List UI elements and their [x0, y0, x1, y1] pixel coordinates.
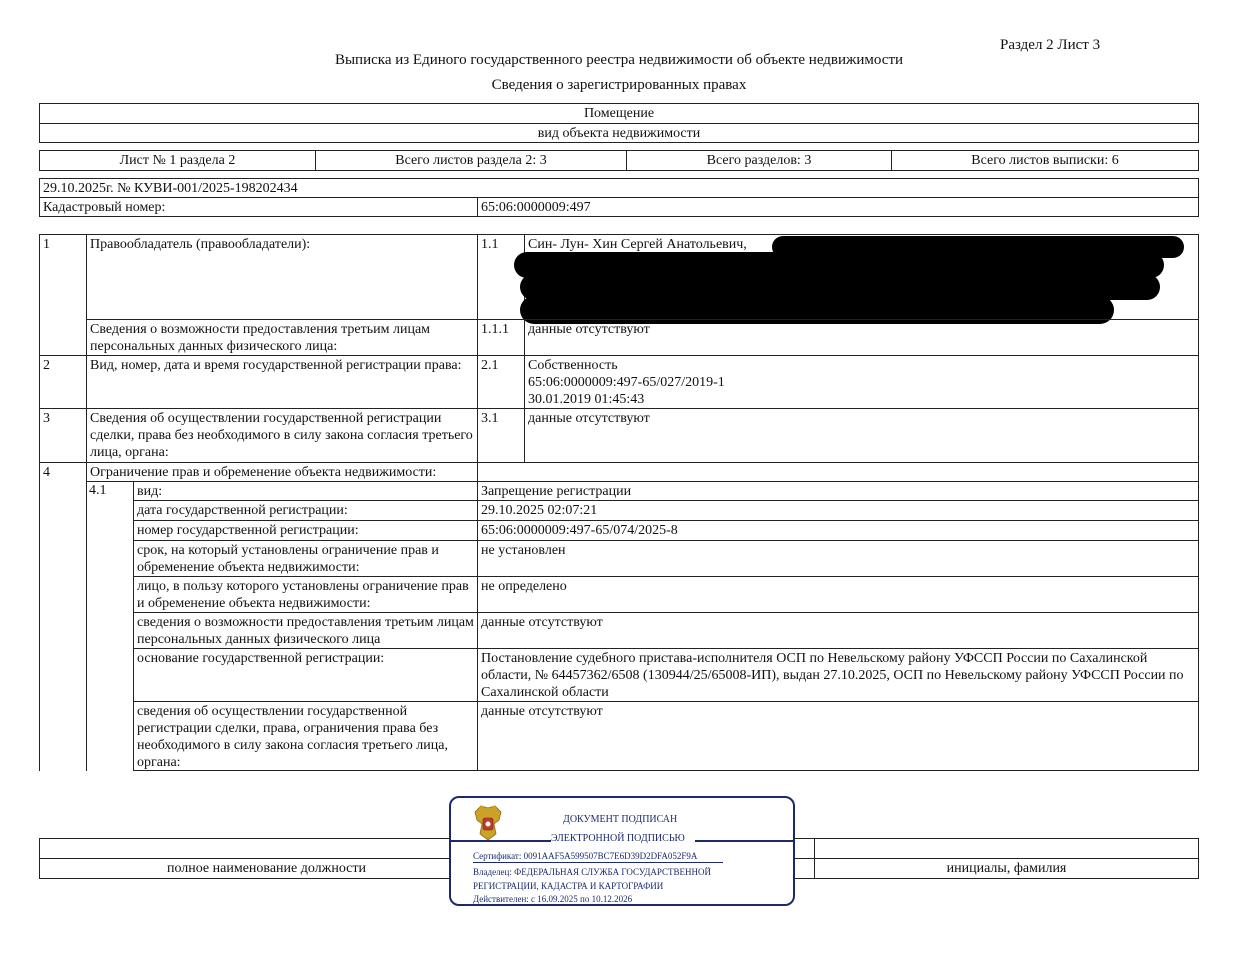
enc-label-date: дата государственной регистрации:: [133, 500, 478, 521]
enc-label-personal-data: сведения о возможности предоставления третьим лицам персональных данных физического лица: [133, 612, 478, 649]
enc-value-personal-data: данные отсутствуют: [477, 612, 1199, 649]
sheet-number: Лист № 1 раздела 2: [39, 150, 316, 171]
enc-label-beneficiary: лицо, в пользу которого установлены ограничение прав и обременение объекта недвижимости:: [133, 576, 478, 613]
stamp-underline: [695, 840, 795, 842]
total-sheets-section: Всего листов раздела 2: 3: [315, 150, 627, 171]
cadastral-label: Кадастровый номер:: [39, 197, 478, 217]
cadastral-value: 65:06:0000009:497: [477, 197, 1199, 217]
footer-name-caption: инициалы, фамилия: [814, 858, 1199, 879]
enc-value-term: не установлен: [477, 540, 1199, 577]
row2-reg-date: 30.01.2019 01:45:43: [528, 392, 645, 407]
row1-value: Син- Лун- Хин Сергей Анатольевич,: [524, 234, 1199, 320]
stamp-cert-underline: [473, 862, 723, 863]
row111-value: данные отсутствуют: [524, 319, 1199, 356]
total-sheets-extract: Всего листов выписки: 6: [891, 150, 1199, 171]
row2-right-type: Собственность: [528, 358, 618, 373]
row4-num: 4: [43, 465, 50, 480]
footer-position-caption: полное наименование должности: [39, 858, 494, 879]
enc-value-kind: Запрещение регистрации: [477, 481, 1199, 501]
enc-label-consent: сведения об осуществлении государственной регистрации сделки, права, ограничения права без необходимого в силу закона согласия третьего лица, органа:: [133, 701, 478, 771]
row3-sub: 3.1: [477, 408, 525, 463]
row3-num: 3: [39, 408, 87, 463]
row4-num-col: [39, 462, 87, 771]
enc-value-number: 65:06:0000009:497-65/074/2025-8: [477, 520, 1199, 541]
object-name: Помещение: [39, 103, 1199, 124]
stamp-owner-2: РЕГИСТРАЦИИ, КАДАСТРА И КАРТОГРАФИИ: [473, 881, 664, 891]
enc-value-date: 29.10.2025 02:07:21: [477, 500, 1199, 521]
footer-divider: [814, 838, 815, 859]
enc-value-beneficiary: не определено: [477, 576, 1199, 613]
row111-sub: 1.1.1: [477, 319, 525, 356]
enc-label-basis: основание государственной регистрации:: [133, 648, 478, 702]
stamp-line-2: ЭЛЕКТРОННОЙ ПОДПИСЬЮ: [551, 833, 685, 844]
row1-num: 1: [39, 234, 87, 356]
row4-sub-col: [86, 481, 134, 771]
row111-label: Сведения о возможности предоставления третьим лицам персональных данных физического лица:: [86, 319, 478, 356]
row2-label: Вид, номер, дата и время государственной регистрации права:: [86, 355, 478, 409]
row2-value: [524, 355, 1199, 409]
russian-emblem-icon: [471, 804, 505, 842]
row1-label: Правообладатель (правообладатели):: [86, 234, 478, 320]
row3-label: Сведения об осуществлении государственной регистрации сделки, права без необходимого в силу закона согласия третьего лица, органа:: [86, 408, 478, 463]
electronic-signature-stamp: [449, 796, 795, 906]
section-sheet: Раздел 2 Лист 3: [1000, 37, 1101, 53]
total-sections: Всего разделов: 3: [626, 150, 892, 171]
stamp-validity: Действителен: с 16.09.2025 по 10.12.2026: [473, 894, 633, 904]
row4-value: [477, 462, 1199, 482]
stamp-certificate: Сертификат: 0091AAF5A599507BC7E6D39D2DFA052F9A: [473, 851, 698, 861]
stamp-owner-1: Владелец: ФЕДЕРАЛЬНАЯ СЛУЖБА ГОСУДАРСТВЕННОЙ: [473, 867, 712, 877]
row4-label: Ограничение прав и обременение объекта недвижимости:: [86, 462, 478, 482]
object-kind-caption: вид объекта недвижимости: [39, 123, 1199, 143]
row1-sub: 1.1: [477, 234, 525, 320]
enc-label-number: номер государственной регистрации:: [133, 520, 478, 541]
stamp-line-1: ДОКУМЕНТ ПОДПИСАН: [563, 814, 678, 825]
row4-sub: 4.1: [89, 483, 107, 498]
row2-reg-number: 65:06:0000009:497-65/027/2019-1: [528, 375, 725, 390]
enc-label-kind: вид:: [133, 481, 478, 501]
row2-num: 2: [39, 355, 87, 409]
extract-number: 29.10.2025г. № КУВИ-001/2025-198202434: [39, 178, 1199, 198]
page-subtitle: Сведения о зарегистрированных правах: [491, 77, 747, 93]
stamp-underline: [451, 840, 551, 842]
row2-sub: 2.1: [477, 355, 525, 409]
enc-value-consent: данные отсутствуют: [477, 701, 1199, 771]
enc-value-basis: Постановление судебного пристава-исполнителя ОСП по Невельскому району УФССП России по Сахалинской области, № 64457362/6508 (130944/25/65008-ИП), выдан 27.10.2025, ОСП по Невельскому району УФССП России по Сахалинской области: [477, 648, 1199, 702]
page-title: Выписка из Единого государственного реестра недвижимости об объекте недвижимости: [334, 52, 904, 68]
row3-value: данные отсутствуют: [524, 408, 1199, 463]
enc-label-term: срок, на который установлены ограничение прав и обременение объекта недвижимости:: [133, 540, 478, 577]
